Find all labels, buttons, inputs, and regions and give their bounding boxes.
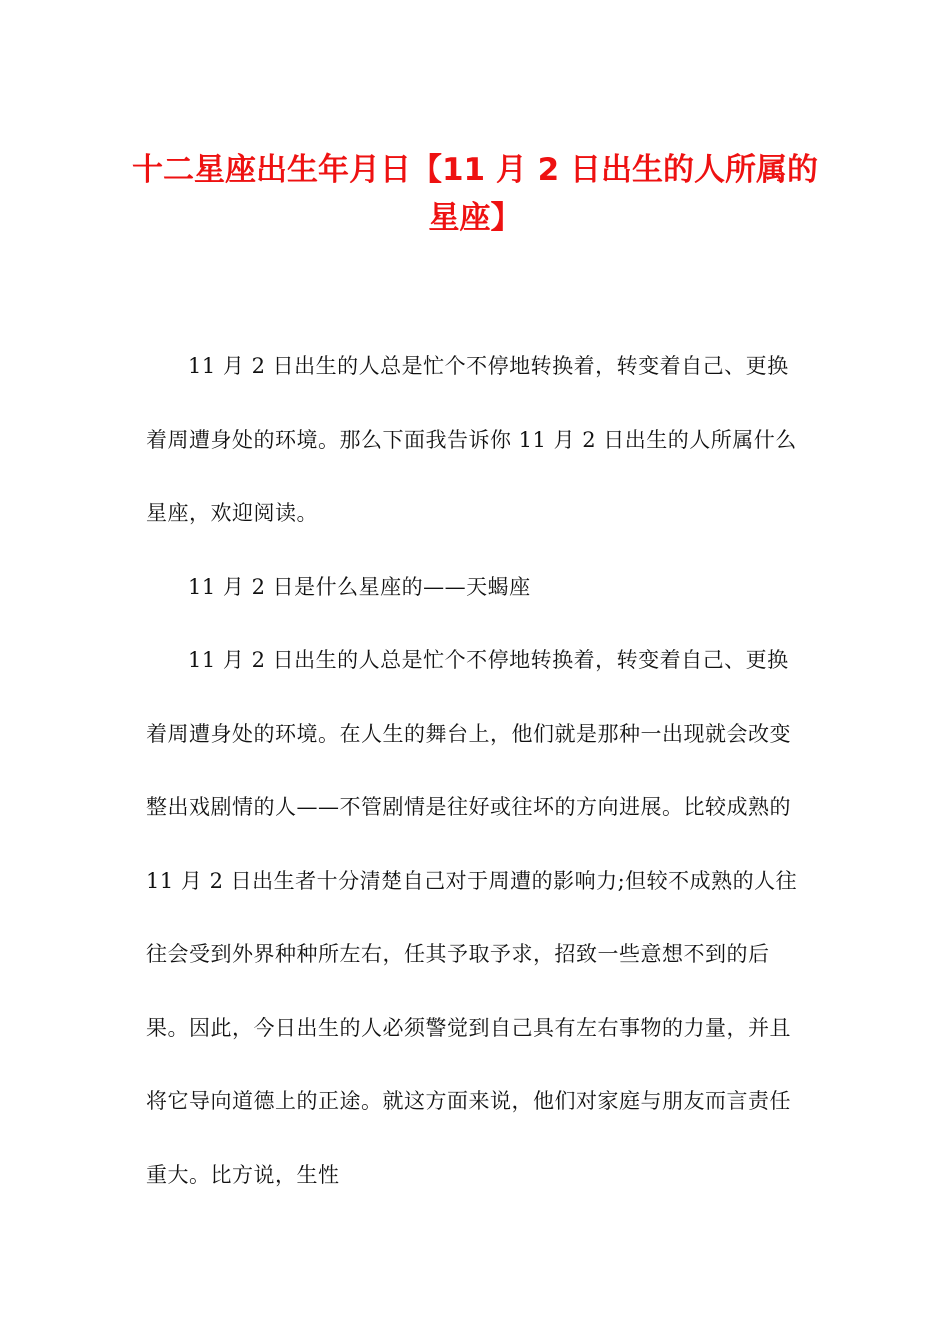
paragraph-heading: 11 月 2 日是什么星座的——天蝎座 <box>188 574 531 599</box>
paragraph-intro: 11 月 2 日出生的人总是忙个不停地转换着，转变着自己、更换着周遭身处的环境。那么下面我告诉你 11 月 2 日出生的人所属什么星座，欢迎阅读。 <box>146 354 797 525</box>
document-body <box>146 330 806 1212</box>
paragraph-description: 11 月 2 日出生的人总是忙个不停地转换着，转变着自己、更换着周遭身处的环境。在人生的舞台上，他们就是那种一出现就会改变整出戏剧情的人——不管剧情是往好或往坏的方向进展。比较成熟的 11 月 2 日出生者十分清楚自己对于周遭的影响力;但较不成熟的人往往会受到外界种种所左右，任其予取予求，招致一些意想不到的后果。因此，今日出生的人必须警觉到自己具有左右事物的力量，并且将它导向道德上的正途。就这方面来说，他们对家庭与朋友而言责任重大。比方说，生性 <box>146 648 798 1187</box>
document-title: 十二星座出生年月日【11 月 2 日出生的人所属的星座】 <box>131 152 819 236</box>
